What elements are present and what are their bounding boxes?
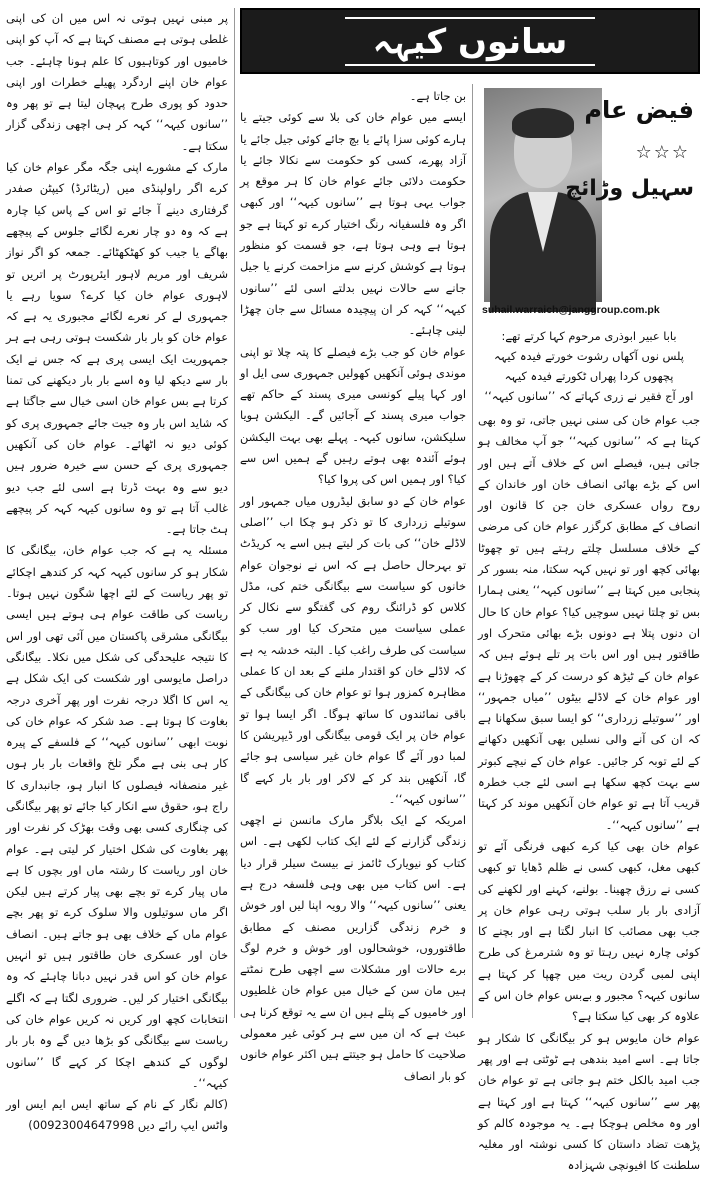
column-title: سانوں کیہہ (345, 17, 596, 66)
paragraph: عوام خان مایوس ہو کر بیگانگی کا شکار ہو جاتا ہے۔ اسے امید بندھی ہے ٹوٹتی ہے اور پھر جب امید بالکل ختم ہو جاتی ہے تو عوام خان پھر سے ’’سانوں کیہہ‘‘ کہتا ہے اور کہتا ہے اور وہ مخلص ہوچکا ہے۔ یہ موجودہ کالم کو پڑھت تضاد داستان کا کسی نوشتہ اور مغلیہ سلطنت کا افیونچی شہزادہ (478, 1030, 700, 1173)
paragraph: مارک کے مشورے اپنی جگہ مگر عوام خان کیا کرے اگر راولپنڈی میں (ریٹائرڈ) کیپٹن صفدر گرفتاری دینے آ جائے تو اس کے پاس کیا چارہ ہے کہ وہ دو چار نعرے لگائے جلوس کے پیچھے بھاگے یا جیب کو کھٹکھٹائے۔ جمعہ کو اگر نواز شریف اور مریم لاہور ایئرپورٹ پر اتریں تو لاہوری عوام خان کیا کرے؟ سویا رہے یا جمہوری لے کر نعرے لگائے مجبوری یہ ہے کہ عوام خان کو بار بار شکست ہوتی رہی ہے ہر جمہوریت ایک ایسی پری ہے کہ جس نے ایک بار سے دیکھ لیا وہ اسے بار بار دیکھنے کی تمنا کرتا ہے بس عوام خان اسی خیال سے جاگتا ہے کہ شاید اس بار وہ جیت جائے جمہوری پری کو کوئی دیو نہ اٹھائے۔ عوام خان کی آنکھیں جمہوری پری کے حسن سے خیرہ ضرور ہیں دیو سے وہ بہت ڈرتا ہے اسی لئے جب دیو غالب آتا ہے تو وہ سانوں کیہہ کہہ کر پیچھے ہٹ جاتا ہے۔ (6, 160, 228, 537)
verse-line: پچھوں کردا پھراں ٹکورتے فیدہ کیہہ (504, 369, 674, 383)
paragraph: امریکہ کے ایک بلاگر مارک مانسن نے اچھی زندگی گزارنے کے لئے ایک کتاب لکھی ہے۔ اس کتاب کو نیویارک ٹائمز نے بیسٹ سیلر قرار دیا ہے۔ اس کتاب میں بھی وہی فلسفہ درج ہے یعنی ’’سانوں کیہہ‘‘ والا رویہ اپنا لیں اور خوش و خرم زندگی گزاریں مصنف کے مطابق طاقتوروں، خوشحالوں اور خوش و خرم لوگ برے حالات اور مشکلات سے اچھی طرح نمٹتے ہیں مان سن کے خیال میں عوام خان غلطیوں اور خامیوں کے پتلے ہیں ان سے یہ توقع کرنا ہی عبث ہے کہ ان میں سے ہر کوئی غیر معمولی صلاحیت کا حامل ہو جیتتے ہیں اکثر عوام خانوں کو بار انصاف (240, 813, 466, 1083)
stars-icon: ☆☆☆ (635, 142, 690, 163)
column-banner (240, 8, 700, 74)
paragraph: بن جاتا ہے۔ (409, 89, 466, 103)
paragraph: پر مبنی نہیں ہوتی نہ اس میں ان کی اپنی غلطی ہوتی ہے مصنف کہتا ہے کہ آپ کو اپنی خامیوں اور کوتاہیوں کا علم ہونا چاہئے۔ جب عوام خان اپنے اردگرد پھیلے خطرات اور اپنی حدود کو پوری طرح پہچان لیتا ہے تو پھر وہ ’’سانوں کیہہ‘‘ کہہ کر ہی اچھی زندگی گزار سکتا ہے۔ (6, 11, 228, 153)
paragraph: عوام خان بھی کیا کرے کبھی فرنگی آئے تو کبھی مغل، کبھی کسی نے ظلم ڈھایا تو کبھی کسی نے رزق چھینا۔ بولنے، کہنے اور لکھنے کی آزادی بار بار سلب ہوتی رہی عوام خان پر جب بھی مصائب کا انبار لگتا ہے اور بچنے کا کوئی چارہ نہیں رہتا تو وہ شترمرغ کی طرح اپنی لمبی گردن ریت میں چھپا کر کہتا ہے سانوں کیہہ؟ مجبور و بےبس عوام خان اس کے علاوہ کر بھی کیا سکتا ہے؟ (478, 838, 700, 1024)
paragraph: مسئلہ یہ ہے کہ جب عوام خان، بیگانگی کا شکار ہو کر سانوں کیہہ کہہ کر کندھے اچکائے تو پھر ریاست کے لئے اچھا شگون نہیں ہوتا۔ ریاست کی طاقت عوام ہی ہوتے ہیں ایسی بیگانگی مشرقی پاکستان میں آئی تھی اور اس کا نتیجہ علیحدگی کی شکل میں نکلا۔ بیگانگی دراصل مایوسی اور شکست کی ایک شکل ہے یہ اس کا اگلا درجہ نفرت اور پھر آخری درجہ بغاوت کا ہوتا ہے۔ صد شکر کہ عوام خان کی نوبت ابھی ’’سانوں کیہہ‘‘ کے فلسفے کے پیرہ کار ہی بنی ہے مگر تلخ واقعات بار بار ہوں غیر منصفانہ فیصلوں کا انبار ہو، جانبداری کا راج ہو، حقوق سے انکار کیا جائے تو پھر بیگانگی کی چنگاری کسی بھی وقت بھڑک کر نفرت اور پھر بغاوت کی شکل اختیار کر لیتی ہے۔ عوام خان اور ریاست کا رشتہ ماں اور بچوں کا ہے ماں پیار کرے تو بچے بھی پیار کرتے ہیں لیکن اگر ماں سوتیلوں والا سلوک کرے تو پھر بچے عوام ماں کے خلاف بھی ہو جاتے ہیں۔ انصاف خان اور عسکری خان طاقتور ہیں تو انہیں عوام خان کو اس قدر نہیں دبانا چاہئے کہ وہ بیگانگی اختیار کر لیں۔ ضروری لگتا ہے کہ اگلے انتخابات کچھ اور کریں نہ کریں عوام خان کی ریاست سے بیگانگی کو بڑھا دیں گے وہ بار بار لوگوں کے کندھے اچکا کر کہے گا ’’سانوں کیہہ‘‘۔ (6, 543, 228, 1090)
author-email[interactable]: suhail.warraich@janggroup.com.pk (482, 304, 660, 316)
text-column-middle (239, 86, 466, 1083)
paragraph: عوام خان کو جب بڑے فیصلے کا پتہ چلا تو اپنی موندی ہوئی آنکھیں کھولیں جمہوری سی ایل او اور کہا پیلے کونسی میری پسند کے حاکم تھے جواب میری پسند کے آجائیں گے۔ الیکشن ہویا سلیکشن، سانوں کیہہ۔ پہلے بھی بہت الیکشن ہوئے آئندہ بھی ہوتے رہیں گے ہمیں اس سے کیا؟ اور ہمیں اس کی پروا کیا؟ (239, 344, 466, 487)
author-name: سہیل وڑائچ (565, 176, 694, 201)
contact-note: (کالم نگار کے نام کے ساتھ ایس ایم ایس اور واٹس ایپ رائے دیں 00923004647998) (6, 1097, 228, 1133)
author-byline (478, 84, 700, 328)
verse-line: اور آج فقیر نے زری کہاتے کہ ’’سانوں کیہہ‘‘ (484, 389, 694, 403)
column-divider (234, 8, 235, 1018)
intro-verse (478, 326, 700, 408)
verse-line: پلس نوں آکھاں رشوت خورتے فیدہ کیہہ (494, 349, 684, 363)
paragraph: عوام خان کے دو سابق لیڈروں میاں جمہور اور سوتیلے زرداری کا تو ذکر ہو چکا اب ’’اصلی لاڈلے خان‘‘ کی بات کر لیتے ہیں اسے یہ کریڈٹ تو بہرحال حاصل ہے کہ اس نے نوجوان عوام خانوں کو سیاست سے بیگانگی ختم کی، مڈل کلاس کو ڈرائنگ روم کی گفتگو سے نکال کر عملی سیاست میں متحرک کیا اور سب کو سیاست کی طرف راغب کیا۔ البتہ خدشہ یہ ہے کہ لاڈلے خان کو اقتدار ملنے کے بعد ان کا عملی مظاہرہ کمزور ہوا تو عوام خان کی بیگانگی کے باقی نمائندوں کا ساتھ ہوگا۔ اگر ایسا ہوا تو عوام خان پر ایک قومی بیگانگی اور ڈیپریشن کا لمبا دور آئے گا عوام خان غیر سیاسی ہو جائے گا، آنکھیں بند کر کے لاکر اور بار بار کہے گا ’’سانوں کیہہ‘‘۔ (240, 493, 466, 806)
paragraph: ایسے میں عوام خان کی بلا سے کوئی جیتے یا ہارے کوئی سزا پائے یا بچ جائے کوئی جیل جائے یا آزاد پھرے، کسی کو حکومت سے نکالا جائے یا حکومت دلائی جائے عوام خان کا ہر موقع پر جواب یہی ہوتا ہے ’’سانوں کیہہ‘‘ اور کبھی اگر وہ فلسفیانہ رنگ اختیار کرے تو کہتا ہے جو ہوتا ہے وہی ہوتا ہے، جو قسمت کو منظور ہوتا ہے کوشش کرنے سے مزاحمت کرنے یا جیل جانے سے حالات نہیں بدلتے اسی لئے ’’سانوں کیہہ‘‘ کہہ کر ان پیچیدہ مسائل سے جان چھڑا لینی چاہئے۔ (240, 110, 466, 338)
column-name: فیض عام (584, 96, 694, 124)
verse-line: بابا عبیر ابوذری مرحوم کہا کرتے تھے: (501, 329, 677, 343)
paragraph: جب عوام خان کی سنی نہیں جاتی، تو وہ بھی کہتا ہے کہ ’’سانوں کیہہ‘‘ جو آپ مخالف ہو جاتی ہیں، فیصلے اس کے خلاف آتے ہیں اور اس کے بڑے بھائی انصاف خان اور خاندان کے روح رواں عسکری خان جن کا قانون اور انصاف کے مطابق کرگزر عوام خان کی مرضی کے خلاف مسلسل چلتے رہتے ہیں تو چھوٹا بھائی کچھ اور تو نہیں کہہ سکتا، منہ بسور کر پنجابی میں کہتا ہے ’’سانوں کیہہ‘‘ یعنی ہمارا بس تو چلتا نہیں سوچیں کیا؟ عوام خان کا حال ان دنوں پتلا ہے دونوں بڑے بھائی متحرک اور طاقتور ہیں اور اس بات پر تلے ہوئے ہیں کہ عوام خان کے ٹیڑھ کو درست کر کے چھوڑنا ہے اور عوام خان کے لاڈلے بیٹوں ’’میاں جمہور‘‘ اور ’’سوتیلے زرداری‘‘ کو ایسا سبق سکھانا ہے کہ ان کی آنے والی نسلیں بھی آنکھیں دکھانے کے لئے توبہ کر جائیں۔ عوام خان کے نیچے کبوتر سے بہت کچھ سکھا ہے اسی لئے جب خطرہ قریب آتا ہے تو عوام خان آنکھیں موند کر کہتا ہے ’’سانوں کیہہ‘‘۔ (478, 413, 700, 832)
text-column-left (6, 8, 228, 1133)
text-column-right (478, 410, 700, 1173)
column-divider (472, 84, 473, 1018)
